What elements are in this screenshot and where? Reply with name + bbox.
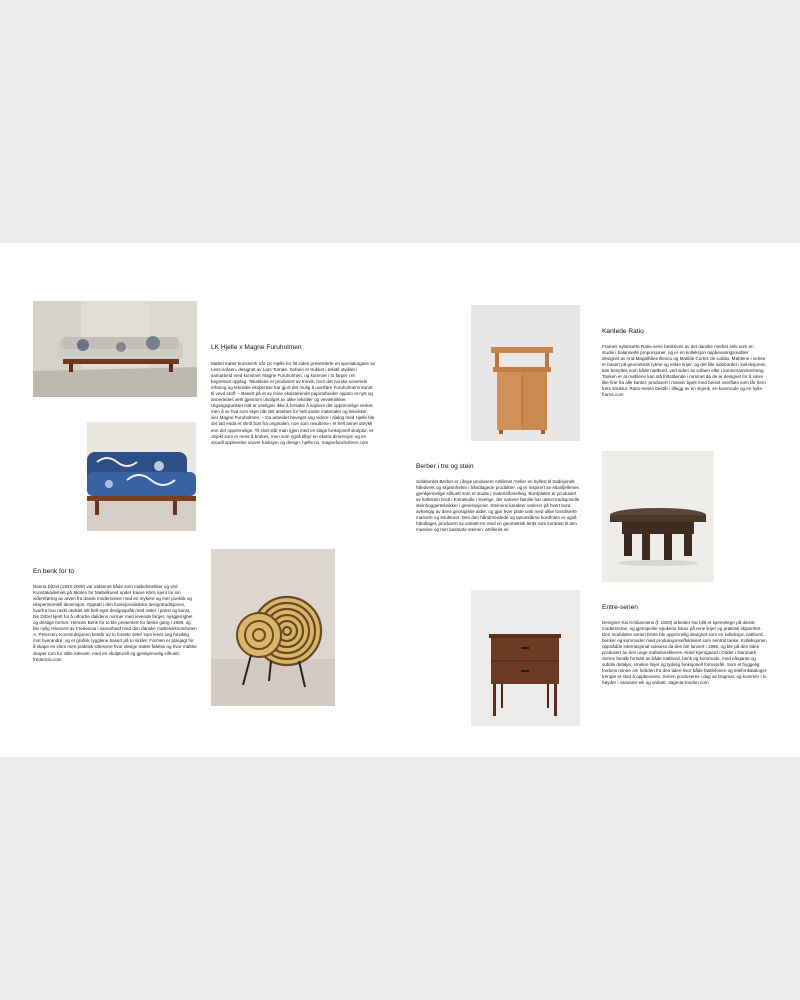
magazine-spread: [0, 243, 800, 757]
entre-chest-photo: [471, 590, 580, 726]
berber-coffee-table-photo: [602, 451, 714, 582]
ratio-side-table-photo: [471, 305, 580, 441]
sofa-room-photo: [33, 301, 197, 397]
chair-photo: [211, 549, 335, 706]
blue-sofa-photo: [87, 422, 196, 531]
hjelle-heading: LK Hjelle x Magne Furuholmen: [211, 344, 302, 351]
berber-heading: Berber i tre og stein: [416, 463, 474, 470]
hjelle-body: Møbel møter kunstverk når LK Hjelle for litt siden presenterte en spesialutgave av Less-sofaen, designet av Lars Tornøe. Sofaen er trukket i tekstil utviklet i samarbeid med kunstner Magne Furuholmen, og kommer i to farger i et begrenset opplag. Tekstilene er produsert av Innvik, hvor det norske veveriets erfaring og tekniske ekspertise har gjort det mulig å overføre Furuholmens kunst til vevd stoff. – Basert på et av mine eksisterende papirarbeider oppsto et nytt og annerledes verk gjennom utvalget av ulike tekstiler og vevteknikker. Utgangspunktet mitt er vanligvis ikke å forsøke å kopiere det opprinnelige verket, men å se hva som skjer når det utsettes for helt andre materialer og teknikker, sier Magne Furuholmen. – Da arbeidet beveget seg videre i dialog med Hjelle ble det tatt enda et skritt bort fra originalen, noe som resulterte i et helt annet uttrykk enn det opprinnelige. Til slutt står man igjen med en slags funksjonell skulptur, et objekt som er ment å brukes, men som også tilbyr en ekstra dimensjon og en visuell opplevelse utover funksjon og design. hjelle.no, magnefuruholmen.com: [211, 361, 376, 445]
entre-body: Designer Kai Kristiansens (f. 1929) arbeider har blitt et kjennetegn på dansk modernisme, og gjenspeiler epokens fokus på rene linjer og praktisk skjønnhet. Den modulære serien Entre ble opprinnelig designet som en kolleksjon nattbord, benker og kommoder med produksjonseffektivitet som sentral tanke. Kolleksjonen oppnådde internasjonal suksess da den ble lansert i 1966, og ble på den tiden produsert av den unge møbelsnekkeren Aksel Kjersgaard i Odder i Danmark. Serien består fortsatt av både nattbord, benk og kommode, med elegante og subtile detaljer, smekre linjer og tydelig funksjonell formspråk. Som et hyggelig forduns minne om fortiden fra den tiden hvor både fastlefonen og telefonkataloger trengte et sted å oppbevares. Serien produseres i dag av Dagmar, og kommer i to høyder i varianter eik og valnøtt. dagmar-london.com: [602, 620, 767, 686]
entre-heading: Entre-serien: [602, 604, 638, 611]
ratio-heading: Kantede Ratio: [602, 328, 644, 335]
berber-body: Sofabordet Berber er i årige produsent Artilleriet Atelier en hyllest til tradisjonelt håndverk og skjønnheten i håndlagede produkter, og er inspirert av Atlasfjellenes gjenkjennelige silhuett som et studie i materialfortelling. Bordplaten er produsert av kalkstein brutt i Kinnekulle i Sverige, der samme familie har utøvd tradisjonelle steinhoggerteknikker i generasjoner. Steinens karakter varierer på hvert bord avhengig av dens geologiske alder, og gjør hver plate unik med ulike fossiliserte mønstre og strukturer. Den den håndmeislede og tanneklåme bordfoten er også håndlaget, produsert av valnøtt-tre med en geometrisk lenkt som kontrast til den massive og mer bastante steinen. artilleriet.se: [416, 479, 580, 533]
ratio-body: Frames nylanserte Ratio-serie beskrives av det danske merket selv som en studie i balanserte proporsjoner, og er en kolleksjon oppbevaringsmøbler designet av Ana Magalhães Illescu og Matilde Cortez de Lobão. Møblene i serien er basert på geometrisk rytme og enkle linjer, og det lille sidebordet i kolleksjonen kan benyttes som både nattbord, ved siden av sofaen eller i kontorsammenheng. Tanken er at møblene kan stå frittstående i rommet da de er designet for å være like fine fra alle kanter, produsert i massiv bjørk med beiset overflate som får frem trets struktur. Ratio-serien består i tillegg av en skjenk, en kommode og en hylle. frama.com: [602, 344, 766, 398]
benk-heading: En benk for to: [33, 568, 75, 575]
benk-body: Nanna Ditzel (1923-2005) var utdannet både som møbelsnekker og ved Kunstakademiet på Skolen for Møbelkunst under Kaare Klint, kjent for sin videreføring av arven fra dansk modernisme med en mykere og mer poetisk og eksperimentell dimensjon. Opptatt i den funksjonalistiske designtradisjonen, hvorfra hun raskt utviklet sitt helt eget designspråk med røtter i poesi og kunst, ble Ditzel kjent for å utfordre dalidens normer med levende farger, nysgjerrighet og dristige former. Hennes Benk for to ble presentert for første gang i 1989, og ble nylig relansert av Fredericia i samarbeid med den danske møbelvirksomheten A. Petersen. Konstruksjonen består av to forsete seter som lener seg forsiktig mot hverandre, og et grafisk rygglene basert på to sirkler. Formen er plasjagt for å skape en intim men praktisk sittesone hvor design møter følelse og hvor møbler skaper rom for stille nærvær, med en skulpturell og gjenkjennelig silhuett. fredericia.com: [33, 584, 198, 662]
